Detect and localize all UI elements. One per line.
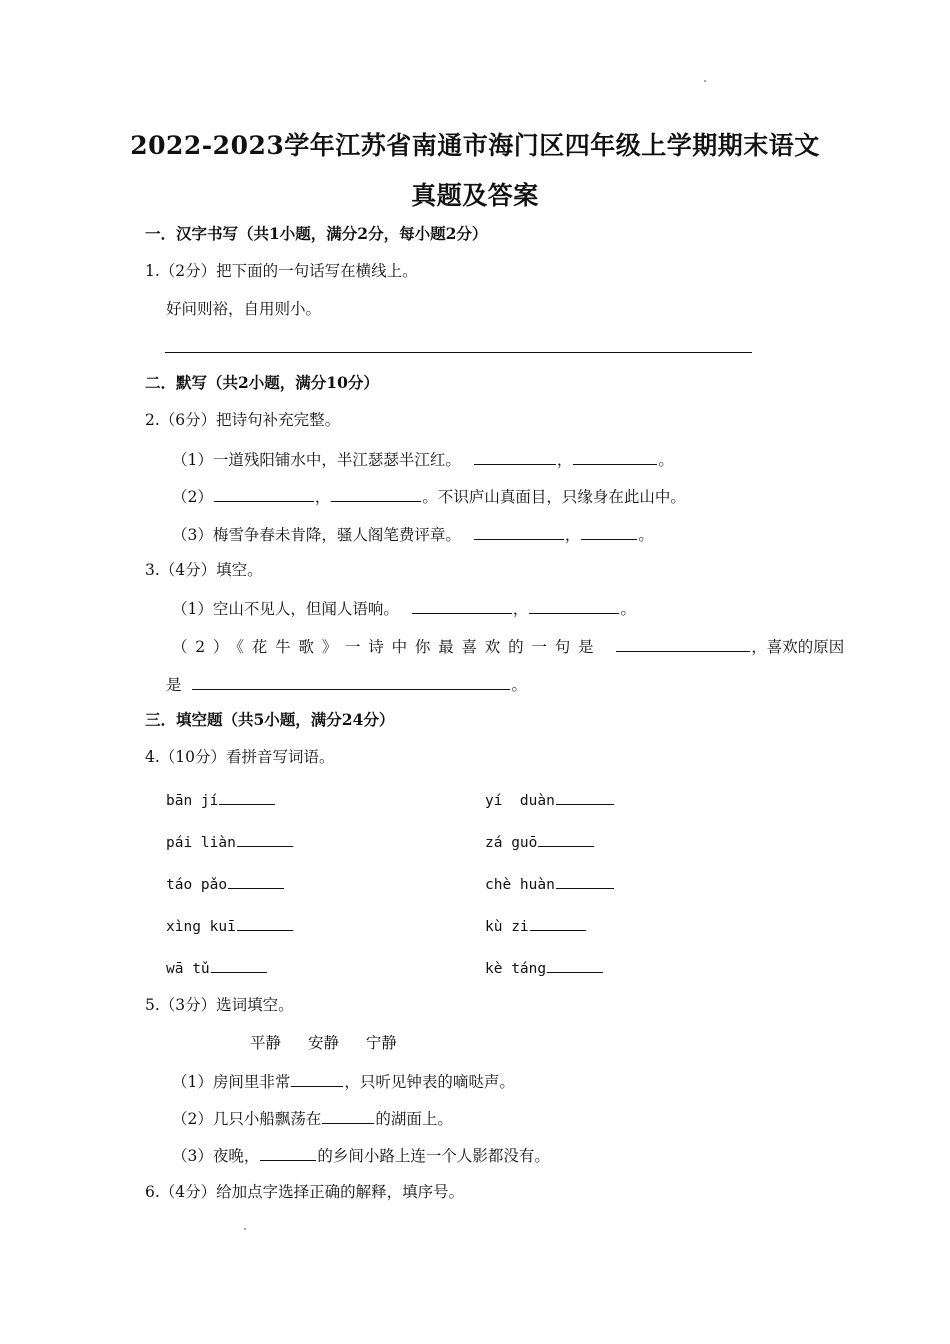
scan-dot xyxy=(244,1228,246,1230)
pinyin-blank[interactable] xyxy=(237,830,293,847)
question-2-3 xyxy=(172,523,654,545)
question-2: 2.（6分）把诗句补充完整。 xyxy=(145,411,341,429)
pinyin-blank[interactable] xyxy=(556,872,614,889)
pinyin-item: kù zi xyxy=(485,914,587,937)
pinyin-item: bān jí xyxy=(166,788,276,811)
question-5-2: （2）几只小船飘荡在 的湖面上。 xyxy=(172,1107,453,1129)
question-4: 4.（10分）看拼音写词语。 xyxy=(145,748,335,766)
word-choice: 平静 xyxy=(250,1034,282,1052)
pinyin-item: chè huàn xyxy=(485,872,615,895)
pinyin-blank[interactable] xyxy=(547,956,603,973)
comma: ， xyxy=(556,451,573,469)
pinyin-item: yí duàn xyxy=(485,788,615,811)
pinyin-blank[interactable] xyxy=(530,914,586,931)
question-5-3: （3）夜晚， 的乡间小路上连一个人影都没有。 xyxy=(172,1144,550,1166)
word-choice: 安静 xyxy=(307,1034,339,1052)
blank-2-3-b[interactable] xyxy=(581,523,637,540)
answer-line-q1[interactable] xyxy=(165,352,752,353)
question-2-1-text: （1）一道残阳铺水中，半江瑟瑟半江红。 xyxy=(172,451,461,469)
pinyin-blank[interactable] xyxy=(237,914,293,931)
section3-heading: 三．填空题（共5小题，满分24分） xyxy=(145,710,395,729)
question-3-2-reason: ，喜欢的原因 xyxy=(751,638,845,656)
pinyin-item: kè táng xyxy=(485,956,604,979)
pinyin-blank[interactable] xyxy=(538,830,594,847)
pinyin-item: pái liàn xyxy=(166,830,294,853)
blank-3-2-a[interactable] xyxy=(616,635,750,652)
question-5: 5.（3分）选词填空。 xyxy=(145,996,294,1014)
blank-2-1-b[interactable] xyxy=(573,448,657,465)
scan-dot xyxy=(704,80,706,82)
blank-2-2-a[interactable] xyxy=(214,485,314,502)
pinyin-item: táo pǎo xyxy=(166,872,285,895)
blank-5-1[interactable] xyxy=(291,1070,343,1087)
blank-2-3-a[interactable] xyxy=(474,523,564,540)
blank-5-2[interactable] xyxy=(322,1107,374,1124)
section1-heading: 一．汉字书写（共1小题，满分2分，每小题2分） xyxy=(145,224,488,243)
period: 。 xyxy=(658,451,674,469)
question-1: 1.（2分）把下面的一句话写在横线上。 xyxy=(145,262,418,280)
pinyin-blank[interactable] xyxy=(228,872,284,889)
question-3-2-text: （2）《花牛歌》一诗中你最喜欢的一句是 xyxy=(172,638,602,656)
pinyin-blank[interactable] xyxy=(556,788,614,805)
blank-2-1-a[interactable] xyxy=(474,448,556,465)
pinyin-blank[interactable] xyxy=(211,956,267,973)
question-1-text: 好问则裕，自用则小。 xyxy=(166,300,322,318)
blank-3-2-b[interactable] xyxy=(192,673,510,690)
question-3: 3.（4分）填空。 xyxy=(145,561,263,579)
question-6: 6.（4分）给加点字选择正确的解释，填序号。 xyxy=(145,1183,465,1201)
blank-3-1-a[interactable] xyxy=(412,597,512,614)
blank-5-3[interactable] xyxy=(260,1144,316,1161)
period: 。 xyxy=(620,600,636,618)
comma: ， xyxy=(564,526,581,544)
question-5-1: （1）房间里非常 ，只听见钟表的嘀哒声。 xyxy=(172,1070,515,1092)
question-2-1 xyxy=(172,448,674,470)
word-choices xyxy=(250,1033,397,1053)
question-3-2 xyxy=(172,635,844,657)
question-3-1 xyxy=(172,597,636,619)
period: 。 xyxy=(638,526,654,544)
period: 。 xyxy=(511,676,527,694)
comma: ， xyxy=(512,600,529,618)
comma: ， xyxy=(314,488,331,506)
question-2-2-text: 。不识庐山真面目，只缘身在此山中。 xyxy=(422,488,686,506)
question-2-2 xyxy=(172,485,686,507)
question-3-2-line2 xyxy=(166,673,527,695)
question-2-3-text: （3）梅雪争春未肯降，骚人阁笔费评章。 xyxy=(172,526,461,544)
document-title-line2: 真题及答案 xyxy=(411,181,539,210)
question-3-2-label: 是 xyxy=(166,676,182,694)
word-choice: 宁静 xyxy=(365,1034,397,1052)
question-2-2-label: （2） xyxy=(172,488,213,506)
pinyin-blank[interactable] xyxy=(219,788,275,805)
pinyin-item: wā tǔ xyxy=(166,956,268,979)
question-3-1-text: （1）空山不见人，但闻人语响。 xyxy=(172,600,399,618)
pinyin-item: zá guō xyxy=(485,830,595,853)
section2-heading: 二．默写（共2小题，满分10分） xyxy=(145,373,379,392)
pinyin-item: xìng kuī xyxy=(166,914,294,937)
blank-2-2-b[interactable] xyxy=(331,485,421,502)
document-title-line1: 2022-2023学年江苏省南通市海门区四年级上学期期末语文 xyxy=(130,131,820,160)
blank-3-1-b[interactable] xyxy=(529,597,619,614)
